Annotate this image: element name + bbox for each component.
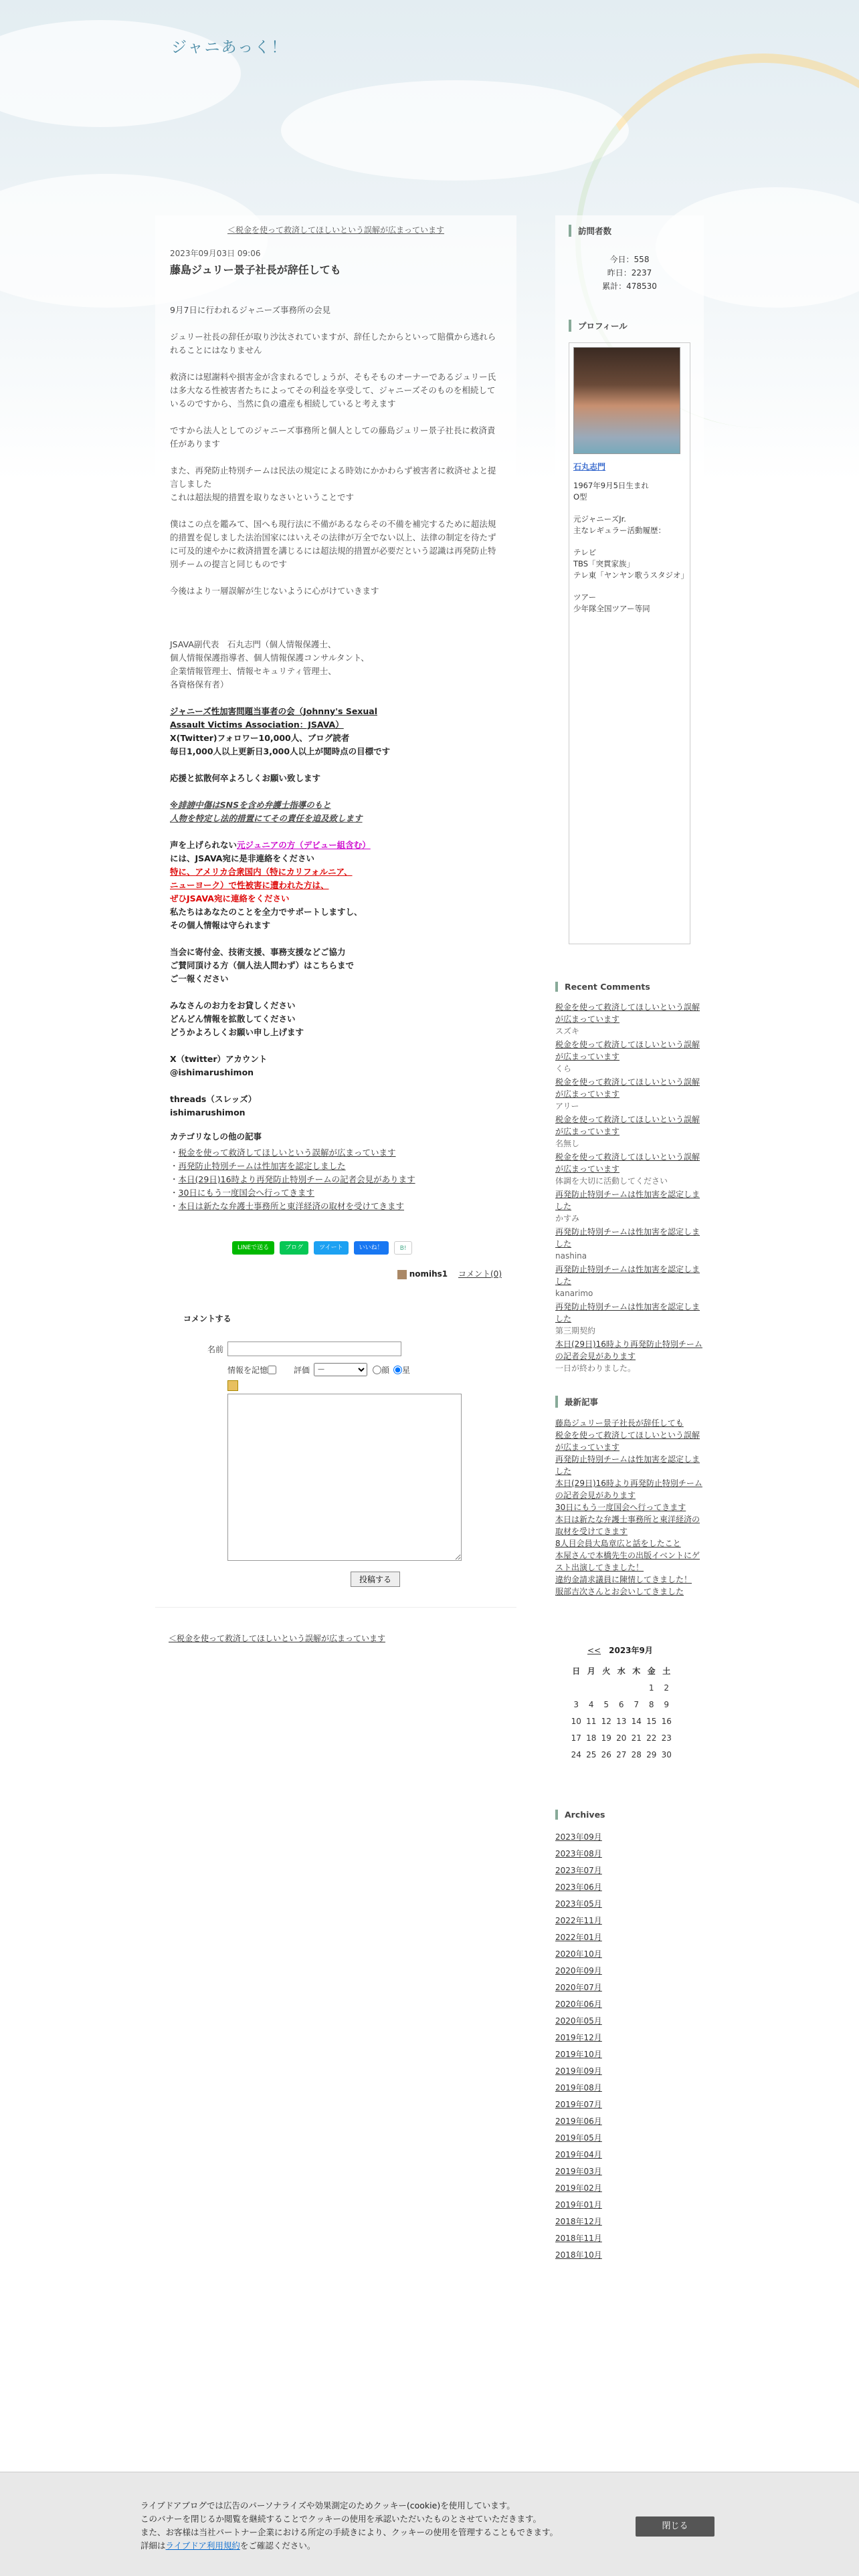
prev-post-link[interactable]: ＜税金を使って救済してほしいという誤解が広まっています — [169, 1634, 386, 1643]
widget-heading: 訪問者数 — [569, 225, 690, 237]
org-link[interactable]: Assault Victims Association：JSAVA） — [170, 720, 344, 730]
archive-link[interactable]: 2019年03月 — [555, 2167, 602, 2176]
calendar-day: 6 — [618, 1699, 624, 1709]
archive-link[interactable]: 2022年01月 — [555, 1933, 602, 1942]
calendar-day: 22 — [646, 1733, 657, 1743]
archive-link[interactable]: 2018年11月 — [555, 2234, 602, 2243]
archive-link[interactable]: 2019年02月 — [555, 2183, 602, 2193]
calendar-day: 26 — [601, 1749, 611, 1759]
archive-link[interactable]: 2018年12月 — [555, 2217, 602, 2226]
calendar-day: 1 — [648, 1683, 654, 1693]
archive-link[interactable]: 2019年09月 — [555, 2066, 602, 2076]
name-row — [183, 1341, 516, 1356]
today-count: 今日：558 — [609, 255, 650, 264]
list-item: ・本日は新たな弁護士事務所と東洋経済の取材を受けてきます — [170, 1201, 405, 1211]
latest-post-link[interactable]: 税金を使って救済してほしいという誤解が広まっています — [555, 1430, 700, 1452]
comment-form — [155, 1313, 516, 1587]
warning-note — [170, 798, 502, 825]
comment-post-link[interactable]: 税金を使って救済してほしいという誤解が広まっています — [555, 1152, 700, 1174]
calendar-day — [629, 1679, 644, 1696]
text: には、JSAVA宛に是非連絡をください — [170, 853, 314, 863]
archive-link[interactable]: 2019年08月 — [555, 2083, 602, 2092]
latest-post-link[interactable]: 30日にもう一度国会へ行ってきます — [555, 1503, 686, 1512]
terms-link[interactable]: ライブドア利用規約 — [165, 2541, 240, 2551]
text — [140, 2539, 558, 2553]
post-title[interactable]: 藤島ジュリー景子社長が辞任しても — [170, 263, 341, 276]
text: JSAVA副代表 石丸志門（個人情報保護士、 — [170, 639, 337, 649]
latest-post-link[interactable]: 8人目会員大島章広と話をしたこと — [555, 1539, 681, 1548]
text: @ishimarushimon — [170, 1067, 254, 1077]
profile-box — [569, 342, 690, 944]
divider — [155, 1607, 516, 1608]
sidebar — [555, 215, 704, 2264]
calendar-day — [614, 1679, 630, 1696]
recent-comments-widget — [555, 955, 704, 1374]
widget-heading: プロフィール — [569, 320, 690, 332]
visitors-widget — [555, 215, 704, 306]
calendar-prev-link[interactable]: << — [587, 1646, 601, 1655]
profile-info — [573, 480, 689, 615]
comment-post-link[interactable]: 税金を使って救済してほしいという誤解が広まっています — [555, 1077, 700, 1099]
text: ライブドアブログでは広告のパーソナライズや効果測定のためクッキー(cookie)を使用しています。 — [140, 2500, 515, 2510]
calendar-day: 18 — [586, 1733, 597, 1743]
cookie-text — [140, 2499, 558, 2553]
latest-post-link[interactable]: 本日は新たな弁護士事務所と東洋経済の取材を受けてきます — [555, 1515, 700, 1536]
comment-author: アリー — [555, 1101, 579, 1111]
calendar-day: 3 — [573, 1699, 579, 1709]
text: ishimarushimon — [170, 1107, 246, 1117]
related-link[interactable]: 再発防止特別チームは性加害を認定しました — [178, 1161, 346, 1171]
weekday-label: 月 — [587, 1667, 595, 1676]
comment-post-link[interactable]: 再発防止特別チームは性加害を認定しました — [555, 1302, 700, 1323]
archive-link[interactable]: 2020年09月 — [555, 1966, 602, 1975]
comment-author: スズキ — [555, 1027, 580, 1036]
site-title[interactable]: ジャニあっく！ — [171, 39, 288, 56]
text: 個人情報保護指導者、個人情報保護コンサルタント、 — [170, 653, 369, 663]
total-count: 累計：478530 — [602, 282, 657, 291]
calendar-day — [584, 1679, 599, 1696]
comment-post-link[interactable]: 税金を使って救済してほしいという誤解が広まっています — [555, 1115, 700, 1136]
post-body — [155, 304, 516, 1213]
calendar-day: 9 — [664, 1699, 670, 1709]
post-date: 2023年09月03日 09:06 — [170, 249, 261, 258]
calendar-day: 28 — [631, 1749, 642, 1759]
archive-link[interactable]: 2020年10月 — [555, 1949, 602, 1959]
text: 詳細は — [140, 2541, 166, 2551]
profile-widget — [555, 306, 704, 955]
calendar-header — [587, 1644, 704, 1656]
cookie-banner — [0, 2472, 859, 2576]
archive-link[interactable]: 2019年05月 — [555, 2133, 602, 2143]
comment-author: kanarimo — [555, 1289, 593, 1298]
text: 主なレギュラー活動履歴： — [573, 526, 666, 535]
text: ニューヨーク）で性被害に遭われた方は、 — [170, 880, 329, 890]
recent-comments-list — [555, 1001, 704, 1374]
text: 1967年9月5日生まれ — [573, 481, 649, 490]
list-item: ・30日にもう一度国会へ行ってきます — [170, 1188, 314, 1198]
calendar-day: 21 — [631, 1733, 642, 1743]
archive-link[interactable]: 2019年10月 — [555, 2050, 602, 2059]
paragraph: ですから法人としてのジャニーズ事務所と個人としての藤島ジュリー景子社長に救済責任があります — [170, 425, 496, 449]
archives-widget — [555, 1763, 704, 2264]
related-link[interactable]: 30日にもう一度国会へ行ってきます — [178, 1188, 314, 1198]
comment-post-link[interactable]: 再発防止特別チームは性加害を認定しました — [555, 1190, 700, 1211]
weekday-label: 土 — [662, 1667, 671, 1676]
post-meta — [155, 1255, 516, 1279]
text: 私たちはあなたのことを全力でサポートしますし、 — [170, 907, 363, 917]
emoji-icon[interactable] — [227, 1380, 238, 1391]
text: これは超法規的措置を取りなさいということです — [170, 492, 355, 502]
name-label: 名前 — [207, 1344, 223, 1354]
widget-heading: 最新記事 — [555, 1396, 704, 1408]
related-link[interactable]: 本日(29日)16時より再発防止特別チームの記者会見があります — [178, 1174, 415, 1184]
prev-post-link-top — [155, 215, 516, 242]
calendar-day: 23 — [661, 1733, 672, 1743]
text: テレビ — [573, 548, 597, 557]
visitor-counts — [569, 253, 690, 293]
org-link[interactable]: ジャニーズ性加害問題当事者の会（Johnny's Sexual — [170, 706, 377, 716]
text: テレ東「ヤンヤン歌うスタジオ」 — [573, 570, 689, 580]
calendar-day: 17 — [571, 1733, 581, 1743]
archive-link[interactable]: 2020年06月 — [555, 2000, 602, 2009]
text: また、お客様は当社パートナー企業における所定の手続きにより、クッキーの使用を管理することもできます。 — [140, 2527, 559, 2537]
paragraph: 救済には慰謝料や損害金が含まれるでしょうが、そもそものオーナーであるジュリー氏は多大なる性被害者たちによってその利益を享受して、ジャニーズそのものを相続しているのですから、当然に負の遺産も相続していると考えます — [170, 372, 496, 409]
rating-select[interactable] — [314, 1363, 367, 1376]
calendar-day: 20 — [616, 1733, 627, 1743]
archive-link[interactable]: 2023年09月 — [555, 1832, 602, 1842]
weekday-label: 日 — [572, 1667, 581, 1676]
calendar-day: 2 — [664, 1683, 670, 1693]
archive-link[interactable]: 2019年07月 — [555, 2100, 602, 2109]
donation-request — [170, 946, 502, 986]
comment-author: 第三期契約 — [555, 1326, 596, 1335]
archive-link[interactable]: 2018年10月 — [555, 2250, 602, 2260]
calendar-day: 12 — [601, 1716, 611, 1726]
archive-link[interactable]: 2019年01月 — [555, 2200, 602, 2210]
latest-post-link[interactable]: 違約金請求議員に陳情してきました！ — [555, 1575, 692, 1584]
archive-link[interactable]: 2019年06月 — [555, 2117, 602, 2126]
paragraph — [170, 464, 502, 504]
comment-post-link[interactable]: 再発防止特別チームは性加害を認定しました — [555, 1227, 700, 1249]
text: このバナーを閉じるか閲覧を継続することでクッキーの使用を承認いただいたものとさせていただきます。 — [140, 2514, 542, 2524]
text: 人物を特定し法的措置にてその責任を追及致します — [170, 813, 363, 823]
weekday-label: 火 — [602, 1667, 611, 1676]
weekday-label: 木 — [632, 1667, 641, 1676]
closing — [170, 999, 502, 1039]
tweet-button[interactable]: ツイート — [314, 1241, 349, 1255]
archives-list — [555, 1829, 704, 2264]
comment-author: 体調を大切に活動してください — [555, 1176, 668, 1186]
text: X(Twitter)フォロワー10,000人、ブログ読者 — [170, 733, 350, 743]
text: ご一報ください — [170, 974, 229, 984]
calendar-day: 14 — [631, 1716, 642, 1726]
calendar-day: 11 — [586, 1716, 597, 1726]
yesterday-count: 昨日：2237 — [607, 268, 652, 278]
archive-link[interactable]: 2022年11月 — [555, 1916, 602, 1925]
comment-count-link[interactable]: コメント(0) — [458, 1269, 502, 1279]
archive-link[interactable]: 2023年08月 — [555, 1849, 602, 1858]
call-to-action — [170, 839, 502, 932]
hatena-bookmark-button[interactable]: B! — [394, 1241, 413, 1255]
paragraph: 今後はより一層誤解が生じないように心がけていきます — [170, 586, 379, 596]
calendar-day: 5 — [603, 1699, 609, 1709]
calendar-day: 30 — [661, 1749, 672, 1759]
prev-post-link[interactable]: ＜税金を使って救済してほしいという誤解が広まっています — [227, 225, 444, 235]
calendar-day: 8 — [648, 1699, 654, 1709]
calendar-day: 16 — [661, 1716, 672, 1726]
text: ツアー — [573, 593, 597, 602]
text: みなさんのお力をお貸しください — [170, 1000, 296, 1010]
star-radio[interactable] — [393, 1366, 402, 1374]
calendar-day: 24 — [571, 1749, 581, 1759]
comment-author: 一日が終わりました。 — [555, 1364, 636, 1373]
archive-link[interactable]: 2019年12月 — [555, 2033, 602, 2042]
star-label: 星 — [402, 1365, 411, 1375]
comment-post-link[interactable]: 再発防止特別チームは性加害を認定しました — [555, 1265, 700, 1286]
archive-link[interactable]: 2020年07月 — [555, 1983, 602, 1992]
list-item: ・再発防止特別チームは性加害を認定しました — [170, 1161, 346, 1171]
list-item: ・本日(29日)16時より再発防止特別チームの記者会見があります — [170, 1174, 415, 1184]
line-share-button[interactable]: LINEで送る — [232, 1241, 274, 1255]
threads-account — [170, 1093, 502, 1119]
comment-author: かすみ — [555, 1214, 580, 1223]
comment-author: nashina — [555, 1251, 587, 1261]
author-avatar-icon — [397, 1270, 407, 1279]
text: また、再発防止特別チームは民法の規定による時効にかかわらず被害者に救済せよと提言しました — [170, 465, 496, 489]
options-row — [183, 1363, 516, 1376]
calendar-day: 27 — [616, 1749, 627, 1759]
text: threads（スレッズ） — [170, 1094, 257, 1104]
paragraph: 9月7日に行われるジャニーズ事務所の会見 — [170, 305, 331, 315]
latest-posts-list — [555, 1417, 704, 1598]
widget-heading: Archives — [555, 1810, 704, 1820]
comment-heading: コメントする — [183, 1314, 231, 1323]
x-account — [170, 1053, 502, 1079]
calendar-day: 7 — [634, 1699, 640, 1709]
author-name[interactable]: nomihs1 — [409, 1269, 448, 1279]
calendar-day: 25 — [586, 1749, 597, 1759]
archive-link[interactable]: 2019年04月 — [555, 2150, 602, 2159]
latest-post-link[interactable]: 再発防止特別チームは性加害を認定しました — [555, 1455, 700, 1476]
list-item: ・税金を使って救済してほしいという誤解が広まっています — [170, 1148, 396, 1158]
weekday-label: 金 — [647, 1667, 656, 1676]
related-list — [170, 1146, 502, 1213]
blog-share-button[interactable]: ブログ — [280, 1241, 308, 1255]
related-link[interactable]: 本日は新たな弁護士事務所と東洋経済の取材を受けてきます — [178, 1201, 405, 1211]
calendar-day — [569, 1679, 584, 1696]
related-heading: カテゴリなしの他の記事 — [170, 1132, 262, 1142]
name-input[interactable] — [227, 1341, 401, 1356]
paragraph: 僕はこの点を鑑みて、国へも現行法に不備があるならその不備を補完するために超法規的措置を促しました法治国家にはいえその法律が万全でない以上、法律の制定を待たずに可及的速やかに救済措置を講じるには超法規的措置が必要だという認識は再発防止特別チームの提言と同じものです — [170, 519, 496, 569]
text: をご確認ください。 — [240, 2541, 316, 2551]
profile-photo — [573, 347, 680, 454]
archive-link[interactable]: 2023年06月 — [555, 1883, 602, 1892]
signature — [170, 638, 502, 691]
related-link[interactable]: 税金を使って救済してほしいという誤解が広まっています — [178, 1148, 396, 1158]
calendar-title: 2023年9月 — [609, 1646, 653, 1655]
organization-block — [170, 705, 502, 758]
paragraph: ジュリー社長の辞任が取り沙汰されていますが、辞任したからといって賠償から逃れられることにはなりません — [170, 332, 496, 355]
archive-link[interactable]: 2023年05月 — [555, 1899, 602, 1909]
text[interactable]: ご賛同頂ける方（個人法人問わず）はこちらまで — [170, 960, 355, 970]
comment-post-link[interactable]: 税金を使って救済してほしいという誤解が広まっています — [555, 1040, 700, 1061]
latest-post-link[interactable]: 本日(29日)16時より再発防止特別チームの記者会見があります — [555, 1479, 702, 1500]
text: どんどん情報を拡散してください — [170, 1014, 296, 1024]
support-request: 応援と拡散何卒よろしくお願い致します — [170, 773, 321, 783]
text: 声を上げられない — [170, 840, 237, 850]
calendar-day: 4 — [588, 1699, 594, 1709]
text: 元ジュニアの方（デビュー組含む） — [237, 840, 371, 850]
text: TBS「突貫家族」 — [573, 559, 635, 568]
submit-button[interactable]: 投稿する — [351, 1572, 400, 1587]
text: 各資格保有者） — [170, 679, 229, 689]
archive-link[interactable]: 2020年05月 — [555, 2016, 602, 2026]
widget-heading: Recent Comments — [555, 982, 704, 992]
face-label: 顔 — [381, 1365, 390, 1375]
prev-post-link-bottom — [155, 1633, 516, 1644]
comment-post-link[interactable]: 税金を使って救済してほしいという誤解が広まっています — [555, 1002, 700, 1024]
comment-author: くら — [555, 1064, 572, 1073]
calendar-day: 19 — [601, 1733, 611, 1743]
remember-label: 情報を記憶 — [227, 1365, 268, 1375]
calendar-widget — [555, 1598, 704, 1763]
text: ぜひJSAVA宛に連絡をください — [170, 893, 290, 903]
text: 毎日1,000人以上更新日3,000人以上が閲時点の目標です — [170, 746, 391, 756]
close-button[interactable]: 閉じる — [636, 2516, 714, 2537]
share-buttons — [232, 1241, 516, 1255]
archive-link[interactable]: 2023年07月 — [555, 1866, 602, 1875]
rating-label: 評価 — [294, 1365, 310, 1375]
face-radio[interactable] — [373, 1366, 381, 1374]
calendar-day: 10 — [571, 1716, 581, 1726]
latest-post-link[interactable]: 服部吉次さんとお会いしてきました — [555, 1587, 684, 1596]
text: 企業情報管理士、情報セキュリティ管理士、 — [170, 666, 337, 676]
text: どうかよろしくお願い申し上げます — [170, 1027, 304, 1037]
text: X（twitter）アカウント — [170, 1054, 268, 1064]
text: 元ジャニーズJr. — [573, 514, 626, 524]
main-column — [155, 215, 516, 1644]
comment-post-link[interactable]: 本日(29日)16時より再発防止特別チームの記者会見があります — [555, 1339, 702, 1361]
calendar — [569, 1644, 704, 1763]
calendar-day: 15 — [646, 1716, 657, 1726]
latest-posts-widget — [555, 1376, 704, 1598]
weekday-label: 水 — [617, 1667, 626, 1676]
text: O型 — [573, 492, 587, 502]
text: 少年隊全国ツアー等同 — [573, 604, 650, 613]
calendar-day: 13 — [616, 1716, 627, 1726]
latest-post-link[interactable]: 藤島ジュリー景子社長が辞任しても — [555, 1418, 684, 1428]
comment-textarea[interactable] — [227, 1394, 462, 1561]
text: ※誹謗中傷はSNSを含め弁護士指導のもと — [170, 800, 331, 810]
comment-author: 名無し — [555, 1139, 580, 1148]
calendar-table — [569, 1662, 674, 1763]
like-button[interactable]: いいね！ — [354, 1241, 389, 1255]
calendar-day — [599, 1679, 614, 1696]
cloud-shape — [281, 80, 629, 181]
latest-post-link[interactable]: 本屋さんで本橋先生の出版イベントにゲスト出演してきました！ — [555, 1551, 700, 1572]
text: 特に、アメリカ合衆国内（特にカリフォルニア、 — [170, 867, 353, 877]
calendar-day: 29 — [646, 1749, 657, 1759]
profile-name[interactable]: 石丸志門 — [573, 462, 606, 471]
text: 当会に寄付金、技術支援、事務支援などご協力 — [170, 947, 346, 957]
remember-checkbox[interactable] — [268, 1366, 276, 1374]
text: その個人情報は守られます — [170, 920, 271, 930]
